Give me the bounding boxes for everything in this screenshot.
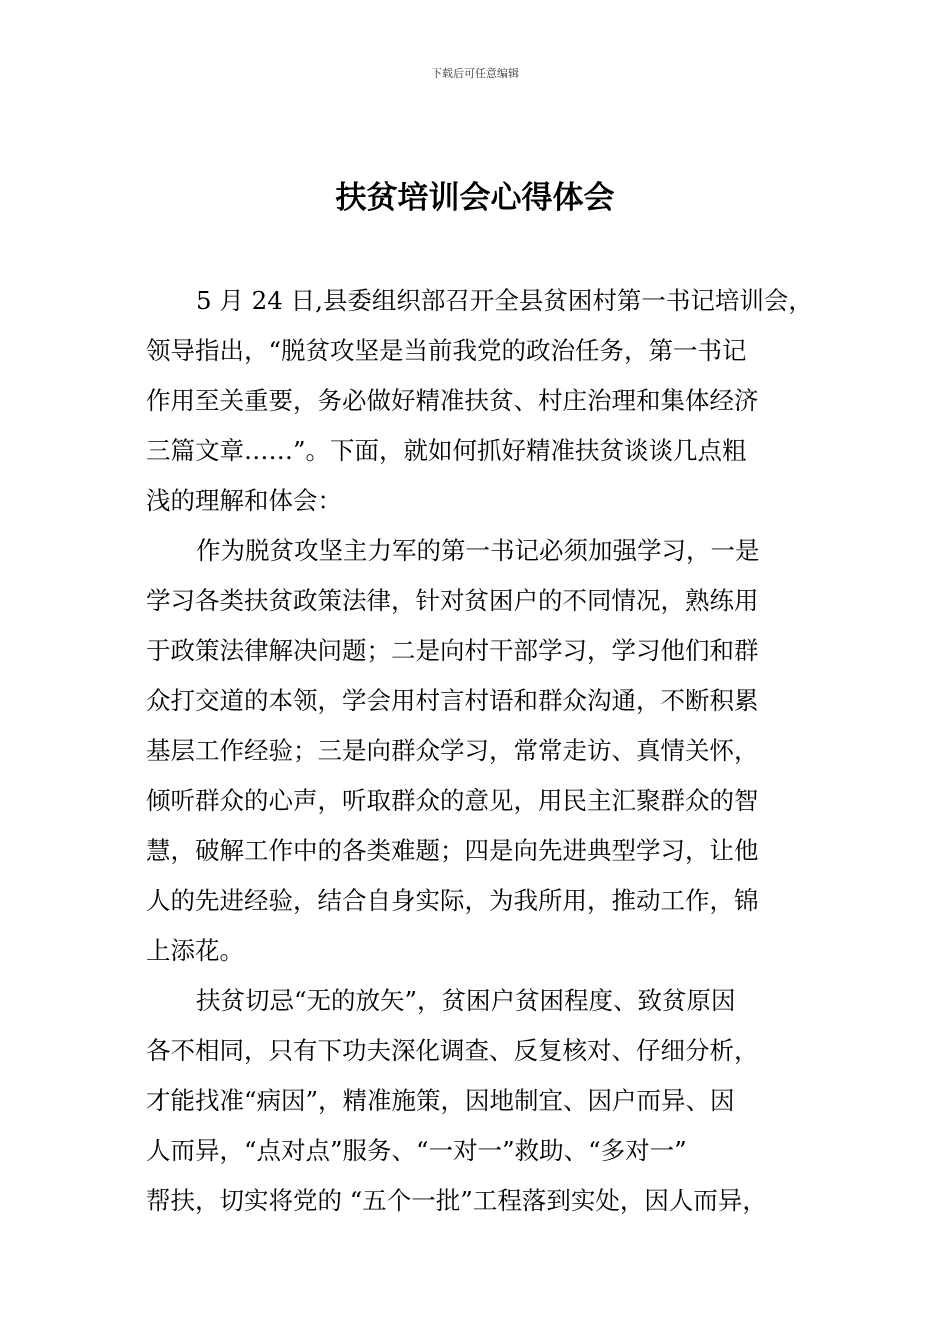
- paragraph-2-line-2: 学习各类扶贫政策法律，针对贫困户的不同情况，熟练用: [146, 586, 759, 615]
- paragraph-1-line-4: 三篇文章……”。下面，就如何抓好精准扶贫谈谈几点粗: [146, 436, 747, 465]
- paragraph-2-line-3: 于政策法律解决问题；二是向村干部学习，学习他们和群: [146, 636, 759, 665]
- paragraph-1-line-2: 领导指出，“脱贫攻坚是当前我党的政治任务，第一书记: [146, 336, 747, 365]
- paragraph-2-line-7: 慧，破解工作中的各类难题；四是向先进典型学习，让他: [146, 836, 759, 865]
- paragraph-1-line-5: 浅的理解和体会：: [146, 486, 342, 515]
- paragraph-2-line-4: 众打交道的本领，学会用村言村语和群众沟通，不断积累: [146, 686, 759, 715]
- paragraph-2-line-6: 倾听群众的心声，听取群众的意见，用民主汇聚群众的智: [146, 786, 759, 815]
- paragraph-1-line-3: 作用至关重要，务必做好精准扶贫、村庄治理和集体经济: [146, 386, 759, 415]
- paragraph-3-line-5: 帮扶，切实将党的 “五个一批”工程落到实处，因人而异，: [146, 1186, 767, 1215]
- paragraph-3-line-4: 人而异，“点对点”服务、“一对一”救助、“多对一”: [146, 1136, 687, 1165]
- paragraph-1-line-1: 5 月 24 日,县委组织部召开全县贫困村第一书记培训会，: [196, 286, 813, 315]
- paragraph-3-line-3: 才能找准“病因”，精准施策，因地制宜、因户而异、因: [146, 1086, 735, 1115]
- paragraph-2-line-9: 上添花。: [146, 936, 244, 965]
- paragraph-3-line-2: 各不相同，只有下功夫深化调查、反复核对、仔细分析，: [146, 1036, 759, 1065]
- paragraph-3-line-1: 扶贫切忌“无的放矢”，贫困户贫困程度、致贫原因: [196, 986, 736, 1015]
- paragraph-2-line-5: 基层工作经验；三是向群众学习，常常走访、真情关怀，: [146, 736, 759, 765]
- paragraph-2-line-8: 人的先进经验，结合自身实际，为我所用，推动工作，锦: [146, 886, 759, 915]
- document-title: 扶贫培训会心得体会: [335, 180, 615, 216]
- paragraph-2-line-1: 作为脱贫攻坚主力军的第一书记必须加强学习，一是: [196, 536, 760, 565]
- header-note: 下载后可任意编辑: [431, 67, 519, 80]
